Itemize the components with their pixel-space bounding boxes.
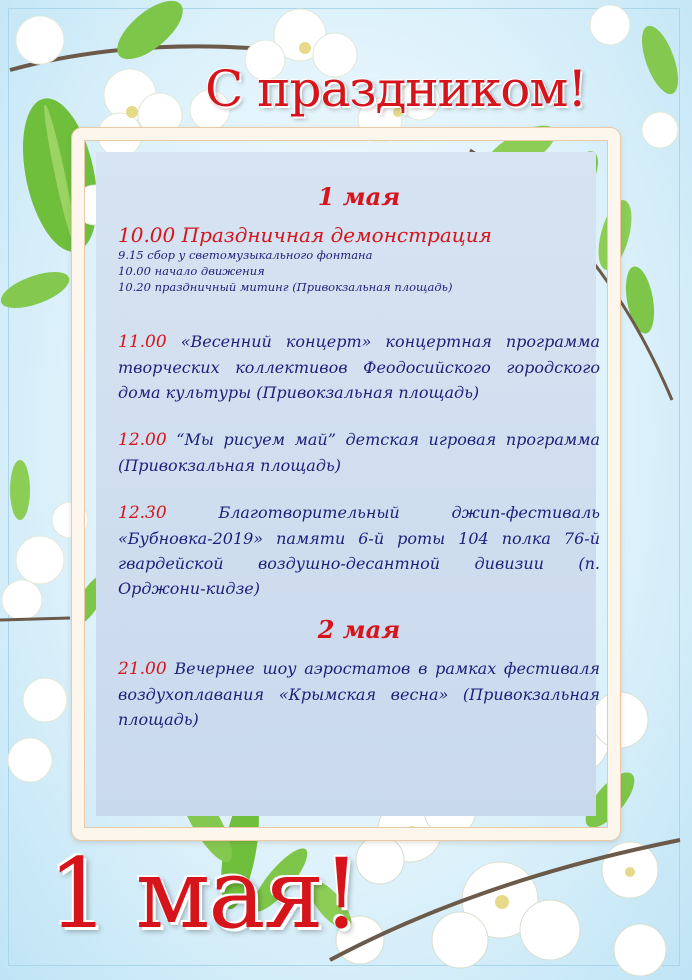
header-title: С праздником! [205,60,587,118]
footer-title: 1 мая! [48,838,359,950]
day-2-heading: 2 мая [317,615,401,644]
event-4 [118,500,600,601]
event-1-time: 10.00 [118,223,176,247]
event-4-time: 12.30 [118,503,167,523]
event-3 [118,427,600,478]
event-5-time: 21.00 [118,659,167,679]
day-1-heading: 1 мая [317,182,401,211]
event-1-detail: 10.20 праздничный митинг (Привокзальная площадь) [118,280,453,294]
event-1 [118,223,600,295]
program-content [118,178,600,754]
event-1-detail: 10.00 начало движения [118,264,265,278]
event-5-text: Вечернее шоу аэростатов в рамках фестиваля воздухоплавания «Крымская весна» (Привокзальная площадь) [118,659,600,729]
event-5 [118,656,600,732]
event-3-text: “Мы рисуем май” детская игровая программа (Привокзальная площадь) [118,430,600,475]
event-3-time: 12.00 [118,430,167,450]
event-2-text: «Весенний концерт» концертная программа творческих коллективов Феодосийского городского дома культуры (Привокзальная площадь) [118,332,600,402]
event-1-title: Праздничная демонстрация [181,223,492,247]
event-1-detail: 9.15 сбор у светомузыкального фонтана [118,248,373,262]
event-2 [118,329,600,405]
event-2-time: 11.00 [118,332,167,352]
event-1-headline [118,223,600,247]
event-4-text: Благотворительный джип-фестиваль «Бубновка-2019» памяти 6-й роты 104 полка 76-й гвардейской воздушно-десантной дивизии (п. Орджони-кидзе) [118,503,600,598]
